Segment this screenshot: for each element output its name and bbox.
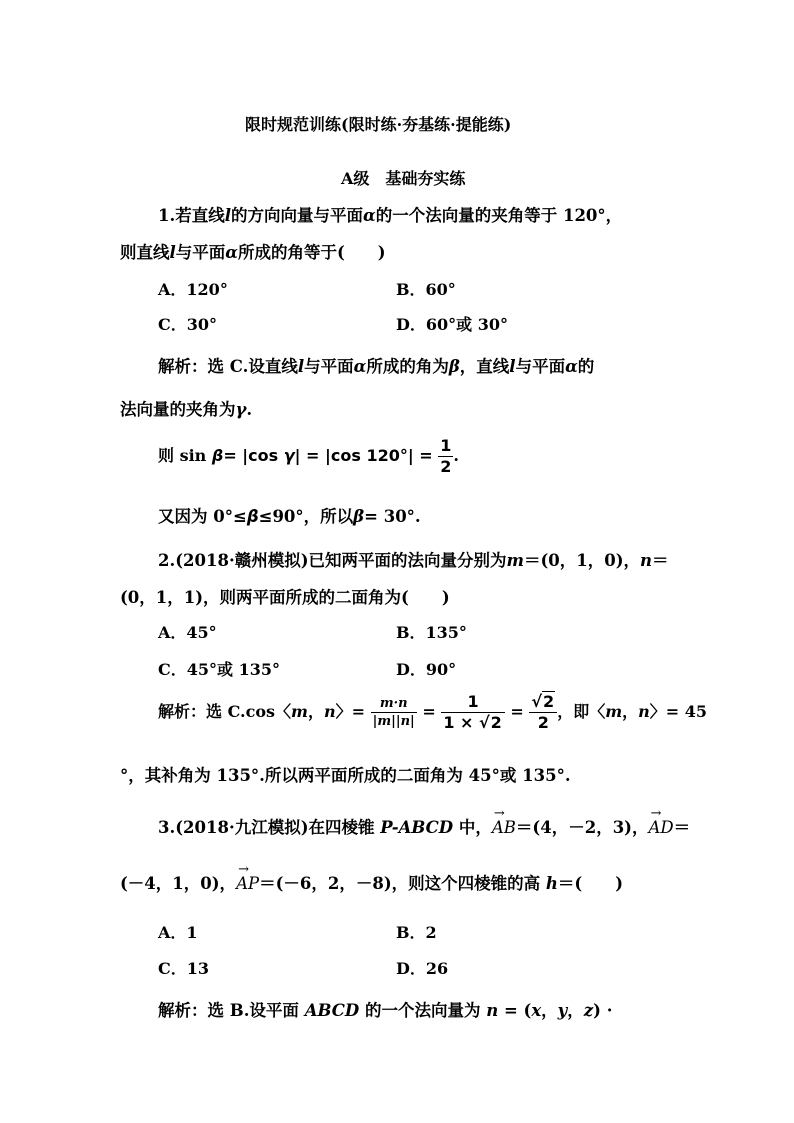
- q3-solution: 解析：选 B.设平面 ABCD 的一个法向量为 n = (x，y，z) ·: [158, 1001, 613, 1020]
- q1-stem: 1.若直线l的方向向量与平面α的一个法向量的夹角等于 120°，: [158, 206, 623, 225]
- q1-stem-line2: 则直线l与平面α所成的角等于( ): [120, 243, 386, 262]
- q3-option-d: D．26: [396, 959, 449, 978]
- q2-option-a: A．45°: [158, 623, 217, 642]
- q3-stem: 3.(2018·九江模拟)在四棱锥 P-ABCD 中， → AB＝(4，－2，3)， → AD＝: [158, 806, 691, 837]
- q1-solution: 解析：选 C.设直线l与平面α所成的角为β，直线l与平面α的: [158, 357, 595, 376]
- q1-option-a: A．120°: [158, 280, 228, 299]
- q3-option-a: A．1: [158, 923, 198, 942]
- q3-option-c: C．13: [158, 959, 210, 978]
- fraction-root-two-over-two: $\frac{√2}{2}$: [529, 694, 557, 731]
- q2-solution-line2: °，其补角为 135°.所以两平面所成的二面角为 45°或 135°.: [120, 766, 571, 785]
- page-title: 限时规范训练(限时练·夯基练·提能练): [245, 115, 512, 134]
- q1-equation: 则 sin β= |cos γ| = |cos 120°| = $\frac{1}{2}$ .: [158, 436, 459, 476]
- q2-stem: 2.(2018·赣州模拟)已知两平面的法向量分别为m＝(0，1，0)，n＝: [158, 551, 669, 570]
- q2-option-d: D．90°: [396, 660, 457, 679]
- q2-option-b: B．135°: [396, 623, 467, 642]
- q1-option-b: B．60°: [396, 280, 456, 299]
- q2-solution: 解析：选 C.cos〈m，n〉= $\frac{m\cdot n}{|m||n|}$ = $\frac{1}{1 \times √2}$ = $\frac{√2}{2}$ ，即〈m，n〉= 45: [158, 692, 708, 732]
- q2-stem-line2: (0，1，1)，则两平面所成的二面角为( ): [120, 588, 450, 607]
- q2-option-c: C．45°或 135°: [158, 660, 280, 679]
- fraction-one-half: $\frac{1}{2}$: [440, 436, 452, 476]
- q1-option-d: D．60°或 30°: [396, 315, 508, 334]
- vector-ad: → AD: [648, 806, 674, 837]
- vector-ab: → AB: [491, 806, 516, 837]
- q1-range: 又因为 0°≤β≤90°，所以β= 30°.: [158, 507, 421, 526]
- q3-stem-line2: (－4，1，0)， → AP＝(－6，2，－8)，则这个四棱锥的高 h＝( ): [120, 862, 624, 893]
- section-heading: A级 基础夯实练: [341, 169, 466, 188]
- q3-option-b: B．2: [396, 923, 437, 942]
- q1-solution-line2: 法向量的夹角为γ.: [120, 400, 253, 419]
- fraction-dot-product: $\frac{m\cdot n}{|m||n|}$: [372, 696, 415, 729]
- fraction-one-over-root-two: $\frac{1}{1 \times √2}$: [441, 694, 505, 731]
- vector-ap: → AP: [236, 862, 260, 893]
- q1-option-c: C．30°: [158, 315, 218, 334]
